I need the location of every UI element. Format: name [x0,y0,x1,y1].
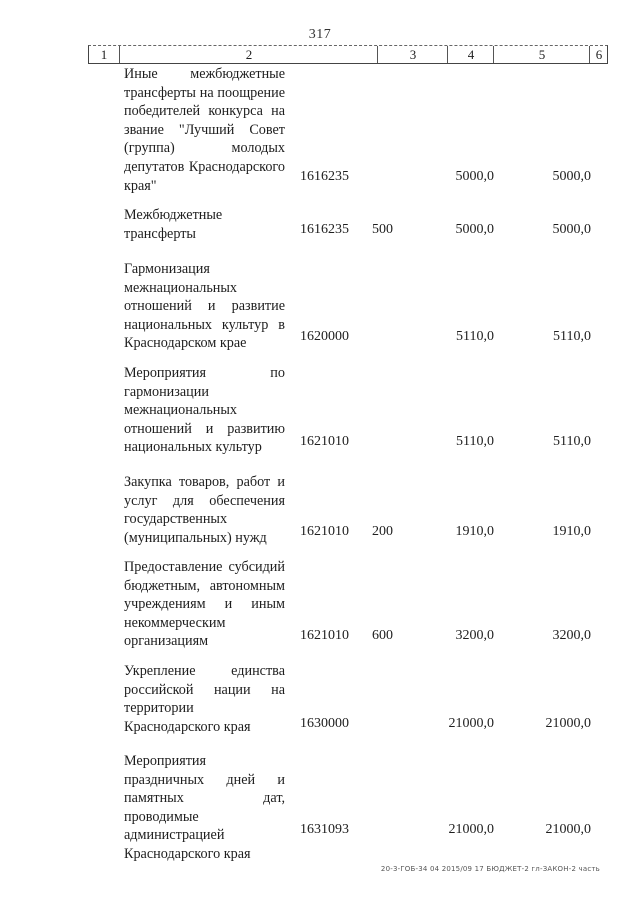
row-amount-5: 5110,0 [456,329,494,344]
row-amount-6: 1910,0 [552,524,591,539]
row-amount-6: 5110,0 [553,329,591,344]
row-description: Мероприятия праздничных дней и памятных дат, проводимые администрацией Краснодарского края [124,753,285,862]
row-code: 1616235 [300,169,349,184]
row-description: Иные межбюджетные трансферты на поощрение победителей конкурса на звание "Лучший Совет (группа) молодых депутатов Краснодарского края" [124,66,285,194]
row-code: 1616235 [300,222,349,237]
row-type: 200 [372,524,393,539]
row-amount-5: 3200,0 [455,628,494,643]
footer-document-code: 20-3-ГОБ-34 04 2015/09 17 БЮДЖЕТ-2 гл-ЗАКОН-2 часть [380,865,600,873]
row-description: Гармонизация межнациональных отношений и развитие национальных культур в Краснодарском крае [124,261,285,352]
header-col-3: 3 [377,46,448,63]
row-type: 600 [372,628,393,643]
row-code: 1620000 [300,329,349,344]
row-description: Закупка товаров, работ и услуг для обеспечения государственных (муниципальных) нужд [124,474,285,546]
row-code: 1621010 [300,434,349,449]
header-col-5: 5 [493,46,590,63]
row-amount-5: 5000,0 [455,169,494,184]
row-amount-6: 5000,0 [552,222,591,237]
row-amount-5: 1910,0 [455,524,494,539]
row-amount-5: 5000,0 [455,222,494,237]
row-code: 1621010 [300,628,349,643]
row-amount-5: 5110,0 [456,434,494,449]
header-col-2: 2 [119,46,378,63]
row-description: Укрепление единства российской нации на территории Краснодарского края [124,663,285,735]
row-description: Предоставление субсидий бюджетным, автономным учреждениям и иным некоммерческим организациям [124,559,285,650]
row-amount-6: 3200,0 [552,628,591,643]
row-description: Межбюджетные трансферты [124,207,223,242]
row-amount-6: 5000,0 [552,169,591,184]
header-col-4: 4 [447,46,494,63]
row-amount-5: 21000,0 [448,822,494,837]
row-type: 500 [372,222,393,237]
header-col-1: 1 [100,47,108,62]
row-code: 1621010 [300,524,349,539]
row-amount-6: 21000,0 [545,822,591,837]
table-header [88,45,608,64]
row-description: Мероприятия по гармонизации межнациональных отношений и развитию национальных культур [124,365,285,456]
row-code: 1630000 [300,716,349,731]
header-col-6: 6 [589,46,608,63]
row-code: 1631093 [300,822,349,837]
row-amount-6: 5110,0 [553,434,591,449]
row-amount-6: 21000,0 [545,716,591,731]
row-amount-5: 21000,0 [448,716,494,731]
page-number: 317 [308,27,332,42]
